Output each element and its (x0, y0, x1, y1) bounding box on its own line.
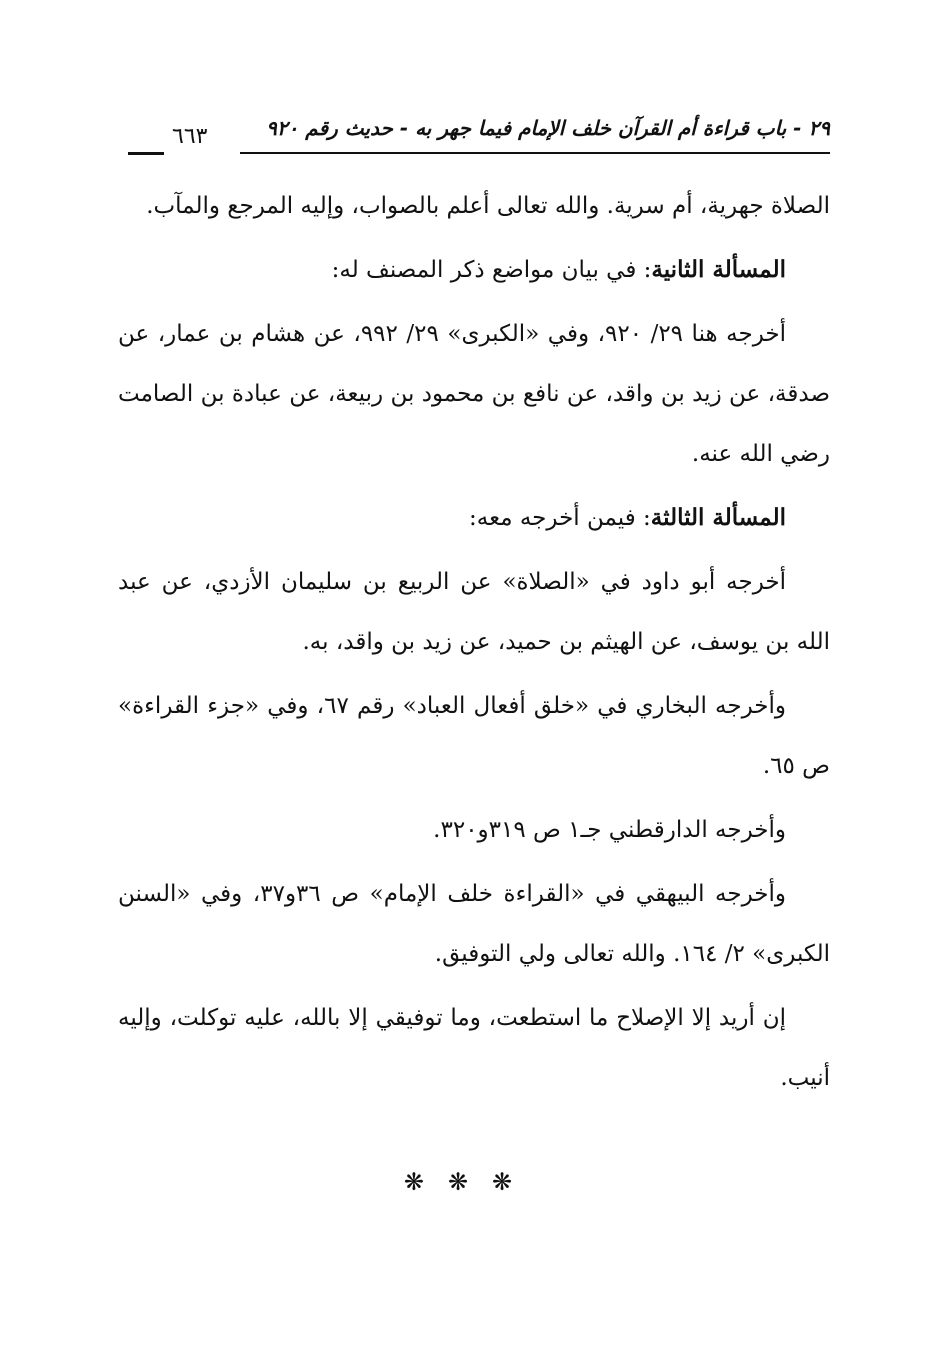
paragraph-text: وأخرجه الدارقطني جـ١ ص ٣١٩و٣٢٠. (433, 817, 786, 843)
header-rule (240, 152, 830, 154)
section-label: المسألة الثانية (651, 256, 786, 283)
page-number-dash (128, 152, 164, 155)
section-heading-second-issue (118, 240, 830, 300)
paragraph-text: الصلاة جهرية، أم سرية. والله تعالى أعلم بالصواب، وإليه المرجع والمآب. (146, 193, 830, 219)
paragraph-text: أخرجه هنا ٢٩/ ٩٢٠، وفي «الكبرى» ٢٩/ ٩٩٢، عن هشام بن عمار، عن صدقة، عن زيد بن واقد، عن نافع بن محمود بن ربيعة، عن عبادة بن الصامت رضي الله عنه. (118, 321, 830, 467)
paragraph-citation (118, 304, 830, 484)
paragraph-text: أخرجه أبو داود في «الصلاة» عن الربيع بن سليمان الأزدي، عن عبد الله بن يوسف، عن الهيثم بن حميد، عن زيد بن واقد، به. (118, 569, 830, 655)
paragraph-text: وأخرجه البيهقي في «القراءة خلف الإمام» ص ٣٦و٣٧، وفي «السنن الكبرى» ٢/ ١٦٤. والله تعالى ولي التوفيق. (118, 881, 830, 967)
section-text: : في بيان مواضع ذكر المصنف له: (331, 257, 652, 283)
paragraph-abu-dawud (118, 552, 830, 672)
section-label: المسألة الثالثة (650, 504, 786, 531)
body-text (118, 176, 830, 1112)
paragraph-bukhari (118, 676, 830, 796)
paragraph-text: وأخرجه البخاري في «خلق أفعال العباد» رقم ٦٧، وفي «جزء القراءة» ص ٦٥. (118, 693, 830, 779)
page-number: ٦٦٣ (172, 124, 208, 149)
paragraph-text: إن أريد إلا الإصلاح ما استطعت، وما توفيقي إلا بالله، عليه توكلت، وإليه أنيب. (118, 1005, 830, 1091)
asterism-ornament: ❋❋❋ (403, 1168, 537, 1196)
section-text: : فيمن أخرجه معه: (469, 505, 651, 531)
running-head (118, 112, 830, 162)
section-heading-third-issue (118, 488, 830, 548)
paragraph-continuation (118, 176, 830, 236)
paragraph-closing (118, 988, 830, 1108)
paragraph-bayhaqi (118, 864, 830, 984)
paragraph-daraqutni (118, 800, 830, 860)
chapter-title: ٢٩ - باب قراءة أم القرآن خلف الإمام فيما جهر به - حديث رقم ٩٢٠ (266, 116, 830, 140)
